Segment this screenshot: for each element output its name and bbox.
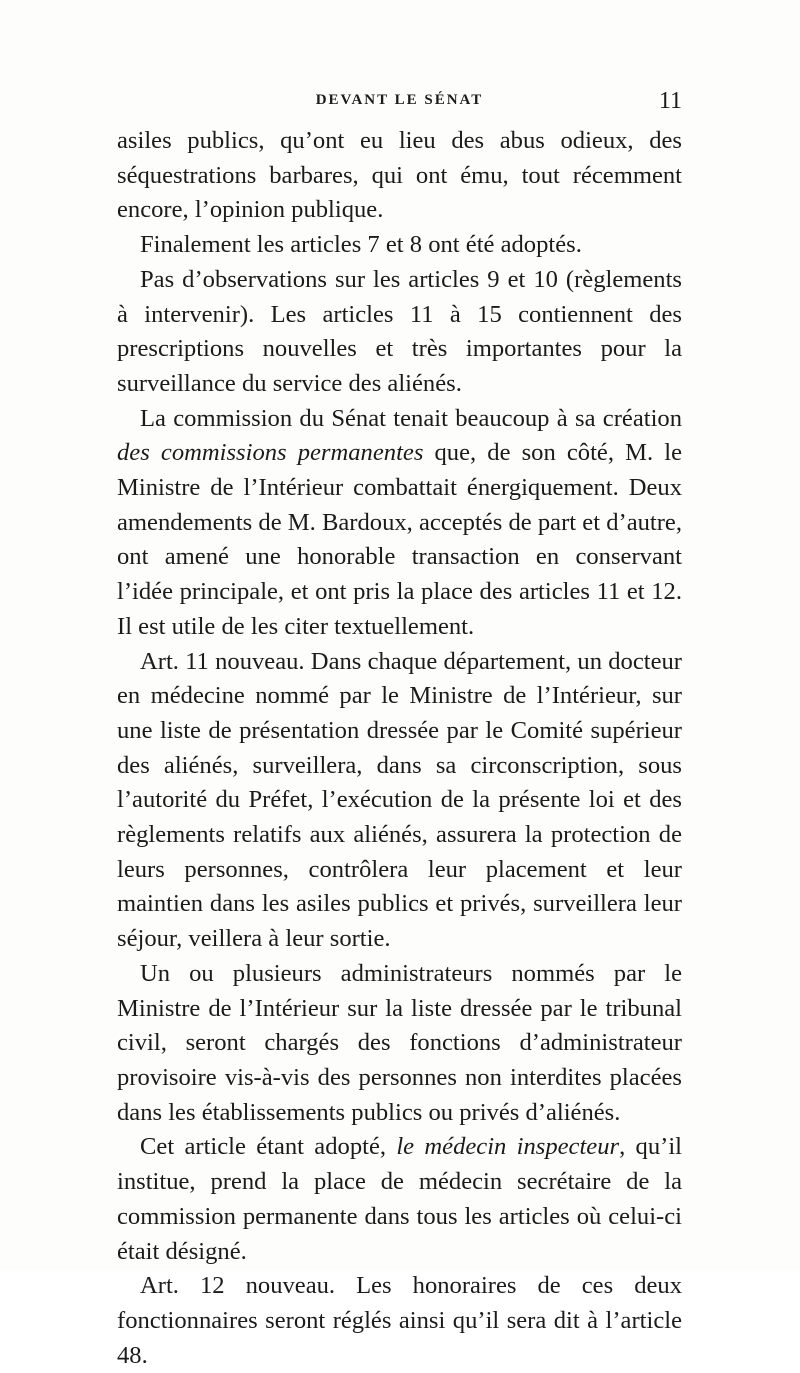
page-header: [117, 88, 682, 118]
paragraph-administrateurs: Un ou plusieurs administrateurs nommés par le Ministre de l’Intérieur sur la liste dressée par le tribunal civil, seront chargés des fonctions d’administrateur provisoire vis-à-vis des personnes non interdites placées dans les établissements publics ou privés d’aliénés.: [117, 959, 682, 1126]
italic-medecin-inspecteur: le médecin inspecteur: [396, 1133, 620, 1161]
body-text: [117, 124, 682, 1373]
paragraph-commission: [117, 402, 682, 645]
paragraph-articles-7-8: Finalement les articles 7 et 8 ont été adoptés.: [140, 231, 582, 259]
paragraph-articles-9-15: Pas d’observations sur les articles 9 et 10 (règlements à intervenir). Les articles 11 à 15 contiennent des prescriptions nouvelles et très importantes pour la surveillance du service des aliénés.: [117, 265, 682, 397]
paragraph-medecin-inspecteur: [117, 1130, 682, 1269]
paragraph-commission-start: La commission du Sénat tenait beaucoup à sa création: [140, 404, 682, 432]
paragraph-medecin-end: , qu’il institue, prend la place de médecin secrétaire de la commission permanente dans tous les articles où celui-ci était désigné.: [117, 1133, 682, 1265]
running-title: DEVANT LE SÉNAT: [315, 92, 484, 108]
paragraph-article-11: Art. 11 nouveau. Dans chaque département, un docteur en médecine nommé par le Ministre de l’Intérieur, sur une liste de présentation dressée par le Comité supérieur des aliénés, surveillera, dans sa circonscription, sous l’autorité du Préfet, l’exécution de la présente loi et des règlements relatifs aux aliénés, assurera la protection de leurs personnes, contrôlera leur placement et leur maintien dans les asiles publics et privés, surveillera leur séjour, veillera à leur sortie.: [117, 647, 682, 953]
paragraph-continued: asiles publics, qu’ont eu lieu des abus odieux, des séquestrations barbares, qui ont ému, tout récemment encore, l’opinion publique.: [117, 127, 682, 224]
paragraph-commission-end: que, de son côté, M. le Ministre de l’Intérieur combattait énergiquement. Deux amendements de M. Bardoux, acceptés de part et d’autre, ont amené une honorable transaction en conservant l’idée principale, et ont pris la place des articles 11 et 12. Il est utile de les citer textuellement.: [117, 439, 682, 640]
page-number: 11: [658, 88, 682, 114]
italic-commissions-permanentes: des commissions permanentes: [117, 439, 424, 467]
paragraph-article-12: Art. 12 nouveau. Les honoraires de ces deux fonctionnaires seront réglés ainsi qu’il sera dit à l’article 48.: [117, 1272, 682, 1369]
paragraph-medecin-start: Cet article étant adopté,: [140, 1133, 397, 1161]
